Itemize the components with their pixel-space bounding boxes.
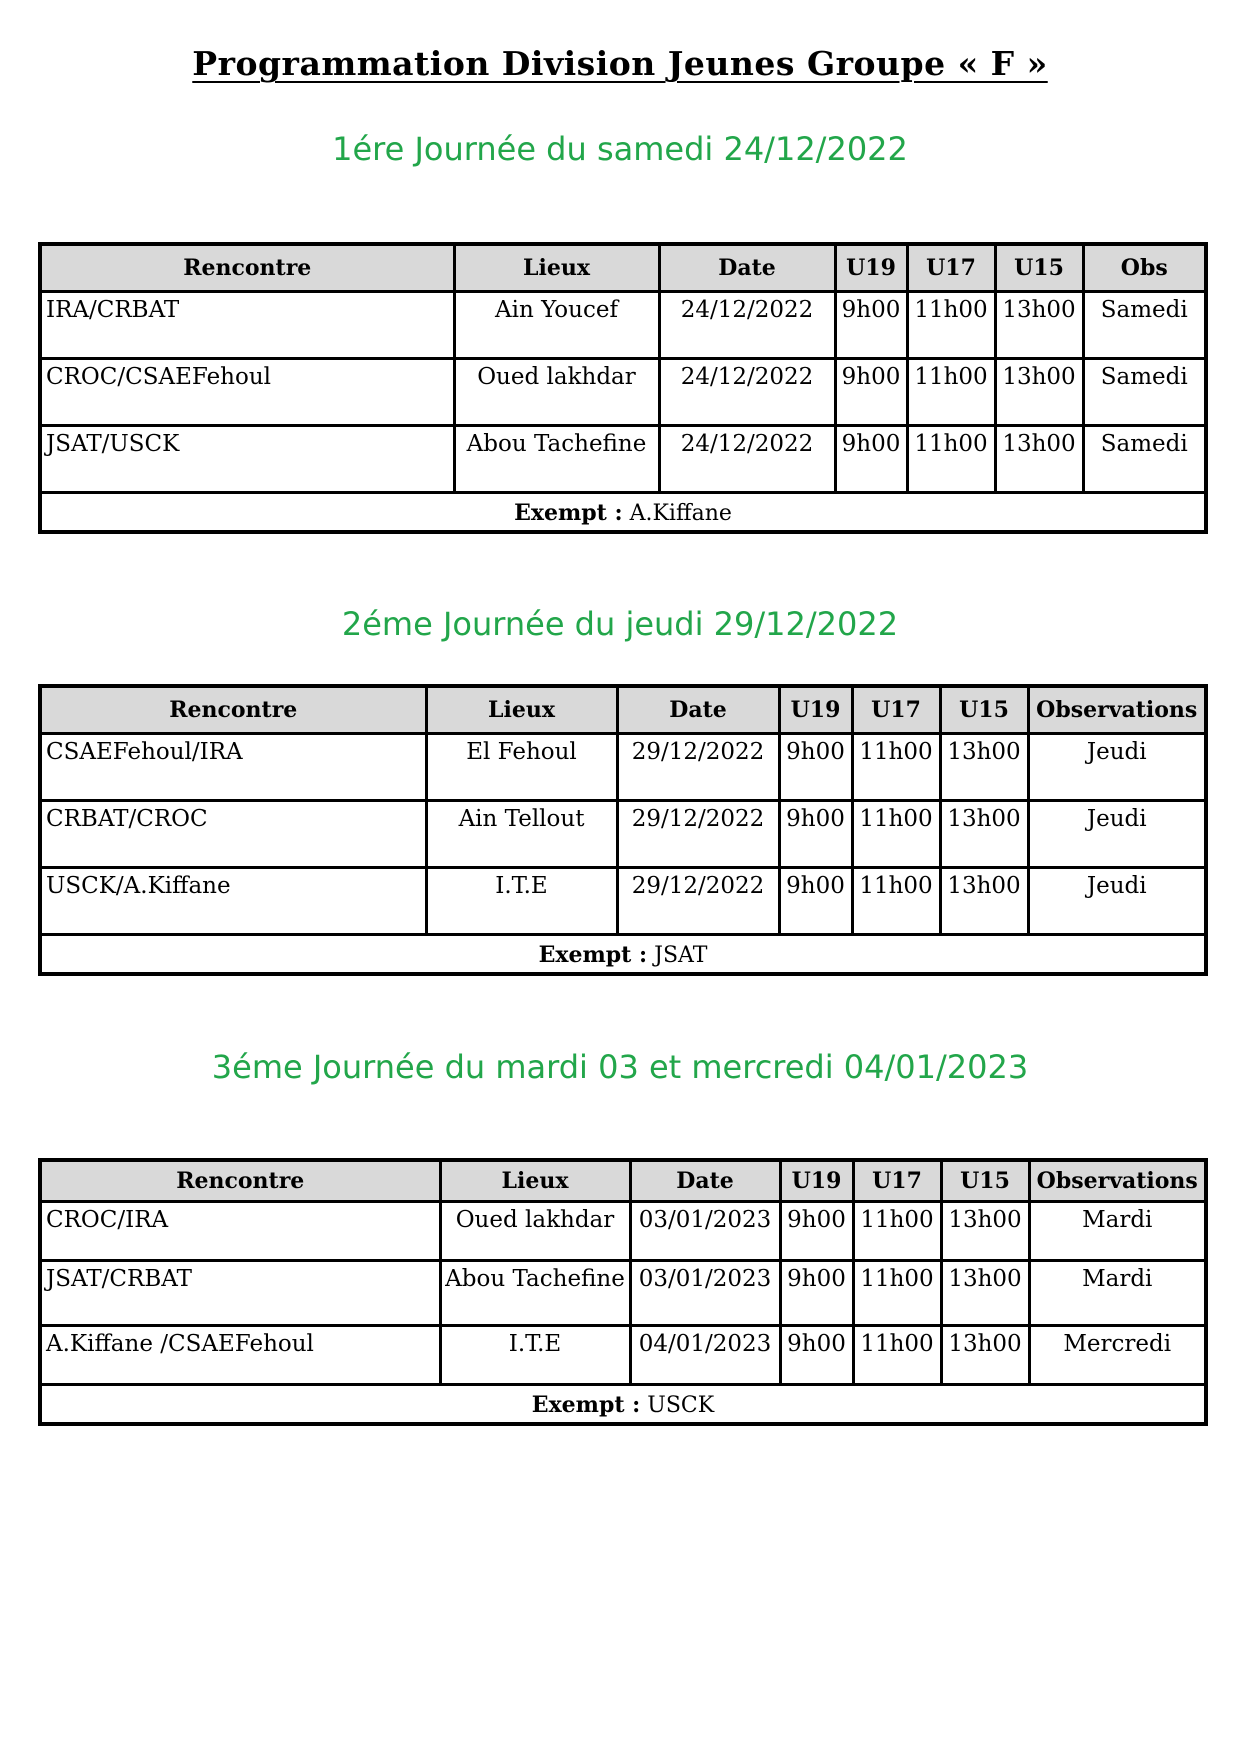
col-header-u15: U15 xyxy=(940,686,1028,734)
col-header-u19: U19 xyxy=(780,1160,853,1202)
cell-lieux: El Fehoul xyxy=(426,734,617,801)
cell-rencontre: JSAT/USCK xyxy=(40,426,454,493)
page-title-text: Programmation Division Jeunes Groupe « F » xyxy=(192,44,1048,83)
cell-u19: 9h00 xyxy=(835,292,907,359)
col-header-rencontre: Rencontre xyxy=(40,1160,440,1202)
page-title xyxy=(0,44,1240,83)
table-row xyxy=(40,1202,1206,1261)
exempt-label: Exempt : xyxy=(538,942,648,968)
cell-u15: 13h00 xyxy=(941,1326,1029,1385)
cell-u19: 9h00 xyxy=(835,359,907,426)
cell-lieux: I.T.E xyxy=(440,1326,630,1385)
cell-lieux: Ain Tellout xyxy=(426,801,617,868)
cell-date: 29/12/2022 xyxy=(617,734,779,801)
table-header-row xyxy=(40,686,1206,734)
cell-obs: Samedi xyxy=(1083,359,1206,426)
exempt-cell xyxy=(40,1385,1206,1425)
journee-1-heading: 1ére Journée du samedi 24/12/2022 xyxy=(332,130,908,168)
cell-date: 29/12/2022 xyxy=(617,868,779,935)
cell-u19: 9h00 xyxy=(779,868,852,935)
table-row xyxy=(40,292,1206,359)
cell-obs: Samedi xyxy=(1083,426,1206,493)
cell-date: 24/12/2022 xyxy=(659,426,835,493)
journee-3-heading: 3éme Journée du mardi 03 et mercredi 04/01/2023 xyxy=(211,1048,1029,1086)
exempt-team: A.Kiffane xyxy=(629,501,732,526)
journee-2-heading: 2éme Journée du jeudi 29/12/2022 xyxy=(341,605,899,643)
cell-obs: Jeudi xyxy=(1028,801,1206,868)
cell-u15: 13h00 xyxy=(995,426,1083,493)
cell-date: 29/12/2022 xyxy=(617,801,779,868)
cell-u15: 13h00 xyxy=(995,359,1083,426)
cell-lieux: Ain Youcef xyxy=(454,292,659,359)
col-header-date: Date xyxy=(630,1160,780,1202)
cell-u19: 9h00 xyxy=(835,426,907,493)
table-row xyxy=(40,868,1206,935)
cell-obs: Mercredi xyxy=(1029,1326,1206,1385)
cell-u19: 9h00 xyxy=(780,1202,853,1261)
col-header-date: Date xyxy=(617,686,779,734)
table-row xyxy=(40,359,1206,426)
journee-3-table xyxy=(38,1158,1208,1426)
cell-u15: 13h00 xyxy=(940,868,1028,935)
cell-rencontre: JSAT/CRBAT xyxy=(40,1261,440,1326)
cell-obs: Jeudi xyxy=(1028,868,1206,935)
col-header-rencontre: Rencontre xyxy=(40,244,454,292)
cell-u17: 11h00 xyxy=(907,292,995,359)
journee-2-table xyxy=(38,684,1208,976)
cell-u15: 13h00 xyxy=(940,734,1028,801)
cell-u17: 11h00 xyxy=(853,1326,941,1385)
table-row xyxy=(40,801,1206,868)
cell-u17: 11h00 xyxy=(853,1202,941,1261)
cell-rencontre: USCK/A.Kiffane xyxy=(40,868,426,935)
cell-u17: 11h00 xyxy=(852,868,940,935)
cell-obs: Samedi xyxy=(1083,292,1206,359)
cell-u17: 11h00 xyxy=(853,1261,941,1326)
cell-u17: 11h00 xyxy=(852,801,940,868)
cell-obs: Jeudi xyxy=(1028,734,1206,801)
col-header-u17: U17 xyxy=(852,686,940,734)
exempt-row xyxy=(40,935,1206,975)
col-header-lieux: Lieux xyxy=(454,244,659,292)
cell-rencontre: CROC/CSAEFehoul xyxy=(40,359,454,426)
cell-lieux: Oued lakhdar xyxy=(440,1202,630,1261)
col-header-obs: Obs xyxy=(1083,244,1206,292)
table-header-row xyxy=(40,244,1206,292)
cell-lieux: Oued lakhdar xyxy=(454,359,659,426)
cell-rencontre: CRBAT/CROC xyxy=(40,801,426,868)
cell-u19: 9h00 xyxy=(780,1326,853,1385)
col-header-u19: U19 xyxy=(835,244,907,292)
table-header-row xyxy=(40,1160,1206,1202)
cell-date: 03/01/2023 xyxy=(630,1202,780,1261)
col-header-observations: Observations xyxy=(1029,1160,1206,1202)
cell-date: 24/12/2022 xyxy=(659,292,835,359)
cell-rencontre: A.Kiffane /CSAEFehoul xyxy=(40,1326,440,1385)
cell-obs: Mardi xyxy=(1029,1202,1206,1261)
cell-lieux: I.T.E xyxy=(426,868,617,935)
cell-u19: 9h00 xyxy=(779,734,852,801)
table-row xyxy=(40,426,1206,493)
table-row xyxy=(40,1261,1206,1326)
cell-rencontre: CSAEFehoul/IRA xyxy=(40,734,426,801)
exempt-cell xyxy=(40,493,1206,533)
cell-u19: 9h00 xyxy=(779,801,852,868)
cell-date: 04/01/2023 xyxy=(630,1326,780,1385)
cell-u17: 11h00 xyxy=(907,359,995,426)
exempt-label: Exempt : xyxy=(531,1392,641,1418)
col-header-observations: Observations xyxy=(1028,686,1206,734)
col-header-u15: U15 xyxy=(941,1160,1029,1202)
cell-obs: Mardi xyxy=(1029,1261,1206,1326)
cell-u15: 13h00 xyxy=(941,1202,1029,1261)
cell-u15: 13h00 xyxy=(995,292,1083,359)
cell-lieux: Abou Tachefine xyxy=(454,426,659,493)
col-header-u15: U15 xyxy=(995,244,1083,292)
exempt-team: USCK xyxy=(647,1393,715,1418)
col-header-date: Date xyxy=(659,244,835,292)
cell-rencontre: IRA/CRBAT xyxy=(40,292,454,359)
exempt-cell xyxy=(40,935,1206,975)
exempt-team: JSAT xyxy=(654,943,708,968)
table-row xyxy=(40,1326,1206,1385)
col-header-u17: U17 xyxy=(907,244,995,292)
col-header-lieux: Lieux xyxy=(440,1160,630,1202)
cell-lieux: Abou Tachefine xyxy=(440,1261,630,1326)
journee-1-table xyxy=(38,242,1208,534)
cell-u15: 13h00 xyxy=(941,1261,1029,1326)
exempt-row xyxy=(40,1385,1206,1425)
col-header-u17: U17 xyxy=(853,1160,941,1202)
cell-u17: 11h00 xyxy=(852,734,940,801)
col-header-lieux: Lieux xyxy=(426,686,617,734)
cell-u15: 13h00 xyxy=(940,801,1028,868)
exempt-row xyxy=(40,493,1206,533)
cell-date: 24/12/2022 xyxy=(659,359,835,426)
col-header-rencontre: Rencontre xyxy=(40,686,426,734)
cell-u19: 9h00 xyxy=(780,1261,853,1326)
cell-u17: 11h00 xyxy=(907,426,995,493)
cell-rencontre: CROC/IRA xyxy=(40,1202,440,1261)
table-row xyxy=(40,734,1206,801)
cell-date: 03/01/2023 xyxy=(630,1261,780,1326)
exempt-label: Exempt : xyxy=(514,500,623,526)
col-header-u19: U19 xyxy=(779,686,852,734)
